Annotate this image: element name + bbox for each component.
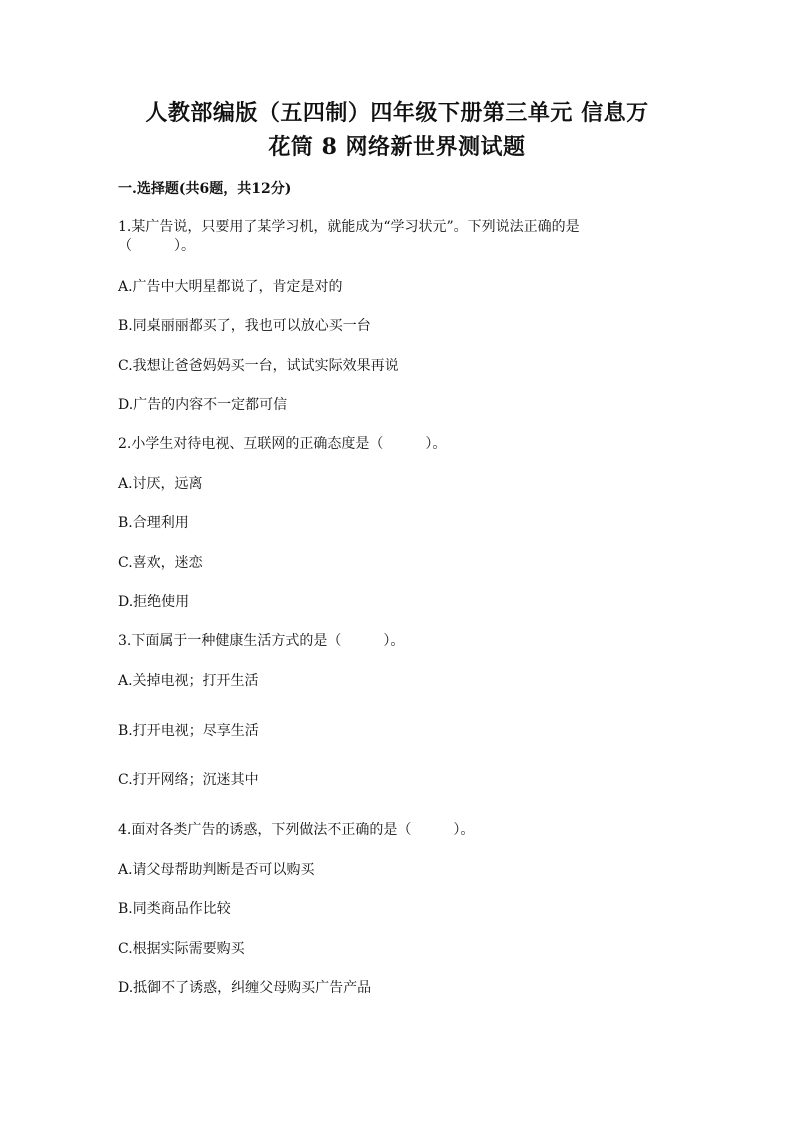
question-number: 2. <box>118 436 132 452</box>
question-4-stem <box>118 821 474 839</box>
question-1-option-c: C.我想让爸爸妈妈买一台，试试实际效果再说 <box>118 358 399 374</box>
question-1-blank: （ ）。 <box>118 238 195 254</box>
question-number: 4. <box>118 822 132 838</box>
section-heading: 一.选择题(共6题，共12分) <box>118 181 292 197</box>
question-2-stem <box>118 435 446 453</box>
question-1-option-b: B.同桌丽丽都买了，我也可以放心买一台 <box>118 318 371 334</box>
question-2-option-a: A.讨厌，远离 <box>118 476 203 492</box>
question-text: 某广告说，只要用了某学习机，就能成为“学习状元”。下列说法正确的是 <box>131 219 580 235</box>
question-1-option-a: A.广告中大明星都说了，肯定是对的 <box>118 279 343 295</box>
question-3-stem <box>118 632 404 650</box>
document-title-line-2: 花筒 8 网络新世界测试题 <box>268 134 526 160</box>
question-2-option-d: D.拒绝使用 <box>118 594 190 610</box>
question-4-option-c: C.根据实际需要购买 <box>118 941 245 957</box>
question-3-option-c: C.打开网络；沉迷其中 <box>118 772 259 788</box>
question-3-option-b: B.打开电视；尽享生活 <box>118 723 259 739</box>
question-text: 下面属于一种健康生活方式的是（ ）。 <box>131 633 405 649</box>
question-4-option-b: B.同类商品作比较 <box>118 901 231 917</box>
question-2-option-b: B.合理利用 <box>118 515 189 531</box>
question-text: 小学生对待电视、互联网的正确态度是（ ）。 <box>131 436 447 452</box>
question-text: 面对各类广告的诱惑，下列做法不正确的是（ ）。 <box>131 822 475 838</box>
question-number: 1. <box>118 219 132 235</box>
document-title-line-1: 人教部编版（五四制）四年级下册第三单元 信息万 <box>145 100 649 126</box>
question-number: 3. <box>118 633 132 649</box>
question-4-option-d: D.抵御不了诱惑，纠缠父母购买广告产品 <box>118 980 372 996</box>
question-4-option-a: A.请父母帮助判断是否可以购买 <box>118 862 315 878</box>
question-3-option-a: A.关掉电视；打开生活 <box>118 673 259 689</box>
question-1-option-d: D.广告的内容不一定都可信 <box>118 397 288 413</box>
question-1-stem <box>118 218 580 236</box>
question-2-option-c: C.喜欢，迷恋 <box>118 555 203 571</box>
